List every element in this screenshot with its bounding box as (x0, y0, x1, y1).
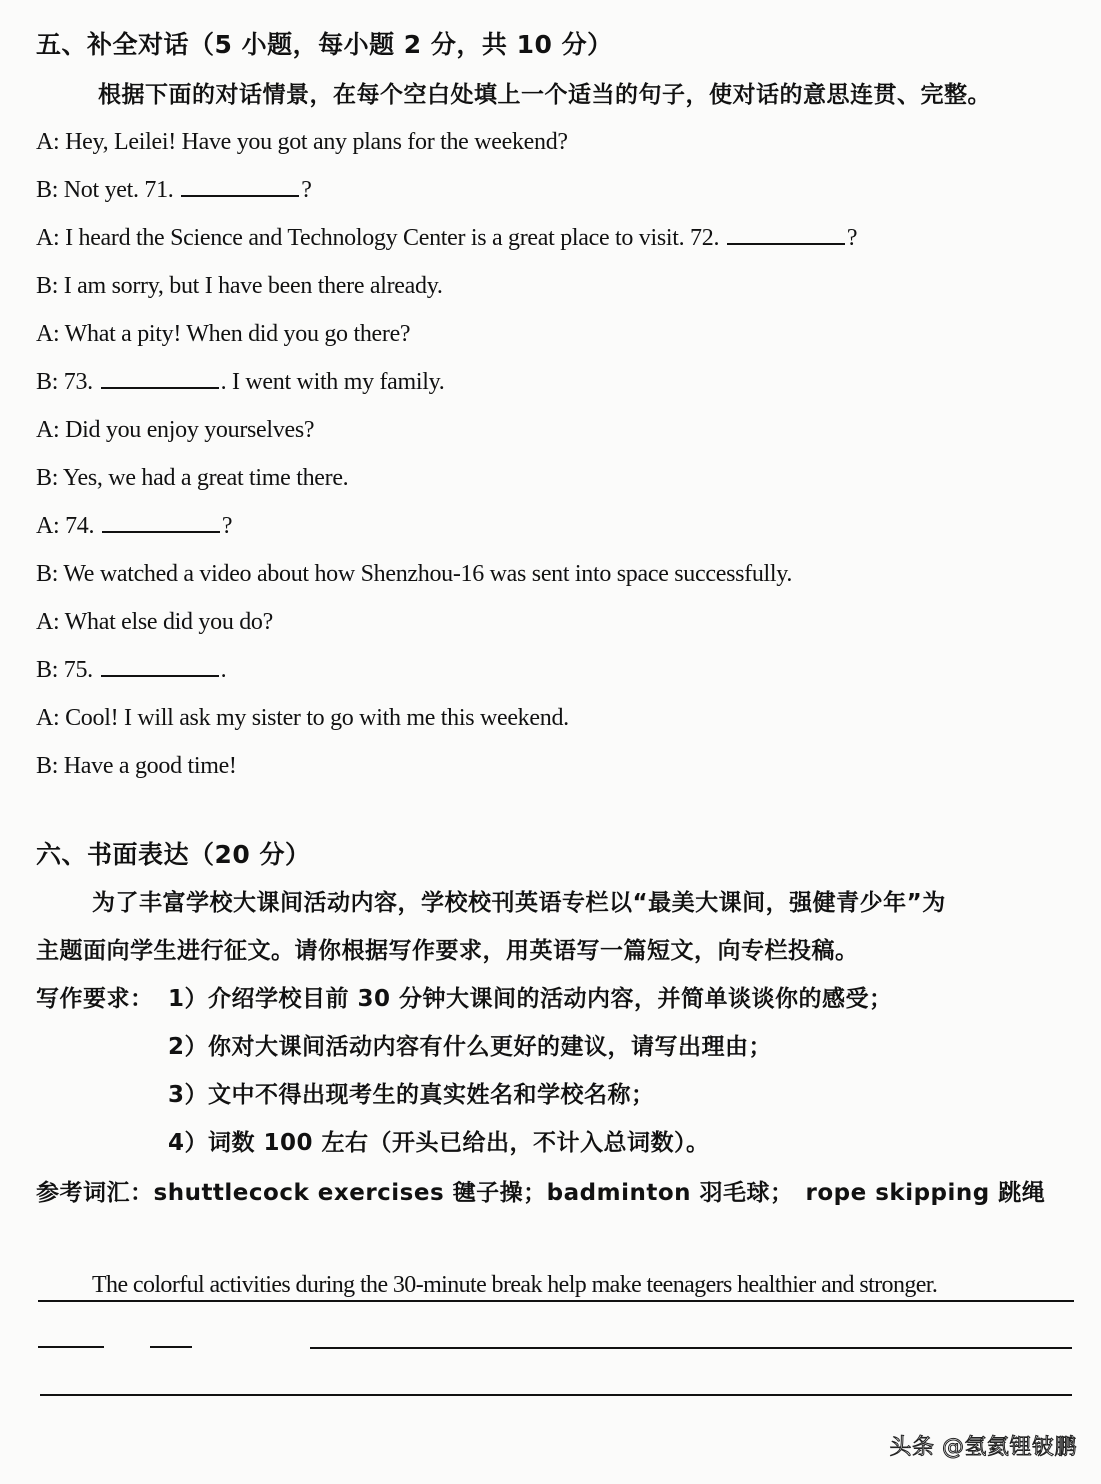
dialogue-line (36, 175, 312, 205)
dialogue-line (36, 607, 273, 637)
dialogue-line (36, 319, 410, 349)
section5-title: 五、补全对话（5 小题，每小题 2 分，共 10 分） (36, 30, 613, 59)
dialogue-text: B: Not yet. 71. (36, 177, 174, 203)
dialogue-text: B: 75. (36, 657, 93, 683)
dialogue-text: B: Yes, we had a great time there. (36, 465, 349, 491)
answer-blank[interactable] (102, 511, 220, 533)
requirements-label: 写作要求： (36, 986, 154, 1012)
dialogue-text: B: We watched a video about how Shenzhou-16 was sent into space successfully. (36, 561, 793, 587)
dialogue-text: B: Have a good time! (36, 753, 237, 779)
essay-opening-sentence: The colorful activities during the 30-minute break help make teenagers healthier and stronger. (92, 1272, 938, 1298)
dialogue-text: A: Did you enjoy yourselves? (36, 417, 315, 443)
answer-blank[interactable] (727, 223, 845, 245)
reference-vocabulary: 参考词汇：shuttlecock exercises 毽子操；badminton 羽毛球； rope skipping 跳绳 (36, 1180, 1046, 1206)
dialogue-text: B: 73. (36, 369, 93, 395)
dialogue-line (36, 367, 444, 397)
answer-blank[interactable] (101, 367, 219, 389)
section6-title: 六、书面表达（20 分） (36, 840, 311, 869)
dialogue-line (36, 415, 314, 445)
section6-para1: 为了丰富学校大课间活动内容，学校校刊英语专栏以“最美大课间，强健青少年”为 (92, 890, 946, 916)
writing-line (310, 1347, 1072, 1349)
dialogue-line (36, 559, 792, 589)
dialogue-text: A: Hey, Leilei! Have you got any plans for the weekend? (36, 129, 568, 155)
dialogue-line (36, 751, 237, 781)
requirement-4: 4）词数 100 左右（开头已给出，不计入总词数）。 (168, 1130, 710, 1156)
dialogue-line (36, 463, 348, 493)
writing-line (150, 1346, 192, 1348)
watermark: 头条 @氢氦锂铍鹏 (889, 1435, 1077, 1460)
section6-para2: 主题面向学生进行征文。请你根据写作要求，用英语写一篇短文，向专栏投稿。 (36, 938, 859, 964)
requirement-2: 2）你对大课间活动内容有什么更好的建议，请写出理由； (168, 1034, 773, 1060)
dialogue-text-after-blank: ? (221, 513, 233, 539)
requirement-1: 1）介绍学校目前 30 分钟大课间的活动内容，并简单谈谈你的感受； (168, 986, 893, 1012)
dialogue-text: A: What a pity! When did you go there? (36, 321, 411, 347)
dialogue-text: B: I am sorry, but I have been there already. (36, 273, 443, 299)
dialogue-text: A: What else did you do? (36, 609, 273, 635)
dialogue-line (36, 703, 569, 733)
dialogue-line (36, 127, 568, 157)
dialogue-line (36, 655, 226, 685)
dialogue-text: A: 74. (36, 513, 95, 539)
dialogue-text-after-blank: ? (846, 225, 858, 251)
dialogue-line (36, 511, 232, 541)
dialogue-text: A: I heard the Science and Technology Center is a great place to visit. 72. (36, 225, 720, 251)
writing-line (38, 1346, 72, 1348)
dialogue-line (36, 223, 857, 253)
answer-blank[interactable] (101, 655, 219, 677)
dialogue-text-after-blank: . (220, 657, 227, 683)
writing-line (40, 1394, 1072, 1396)
writing-line (38, 1300, 1074, 1302)
requirement-3: 3）文中不得出现考生的真实姓名和学校名称； (168, 1082, 655, 1108)
dialogue-text-after-blank: . I went with my family. (220, 369, 445, 395)
dialogue-text: A: Cool! I will ask my sister to go with me this weekend. (36, 705, 569, 731)
dialogue-line (36, 271, 443, 301)
writing-line (72, 1346, 104, 1348)
section5-instruction: 根据下面的对话情景，在每个空白处填上一个适当的句子，使对话的意思连贯、完整。 (98, 82, 991, 108)
dialogue-text-after-blank: ? (301, 177, 312, 203)
answer-blank[interactable] (181, 175, 299, 197)
